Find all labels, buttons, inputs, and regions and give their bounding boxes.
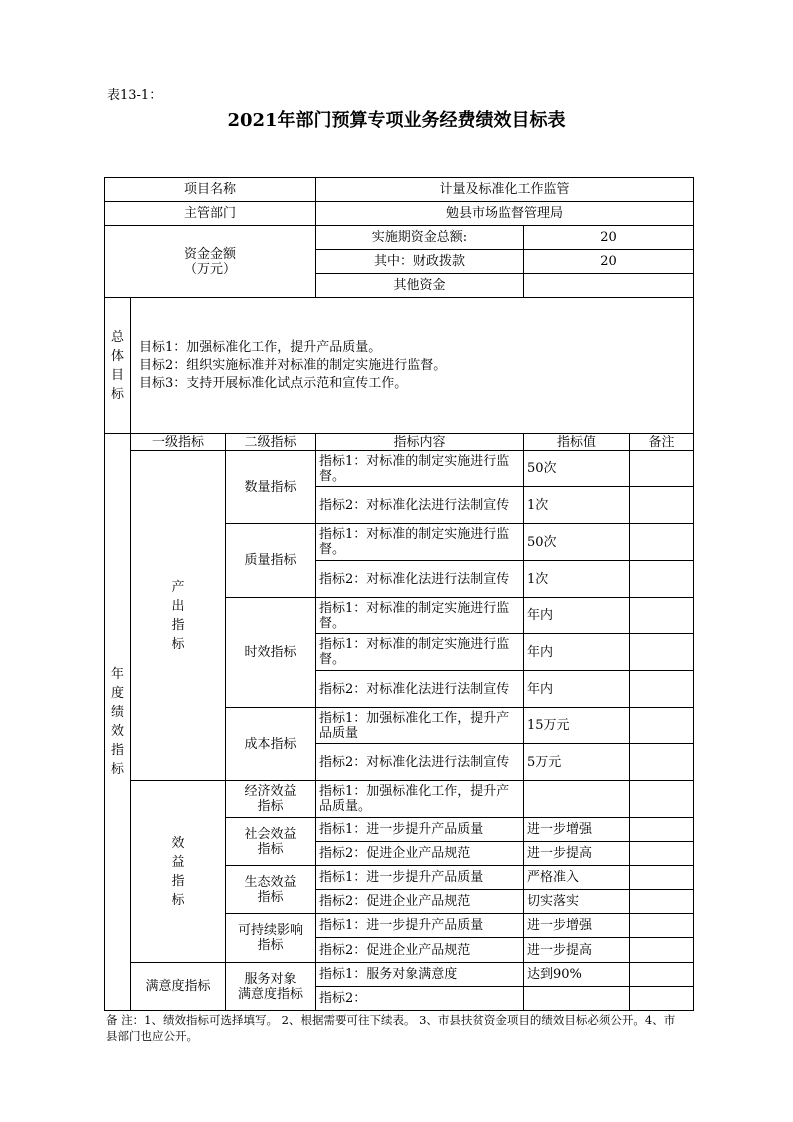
- row-remark: [630, 487, 694, 524]
- row-content: 指标2：: [316, 987, 524, 1011]
- row-content: 指标1：服务对象满意度: [316, 963, 524, 987]
- row-remark: [630, 842, 694, 866]
- funds-total-value: 20: [524, 226, 694, 250]
- annual-label: 年 度 绩 效 指 标: [105, 434, 131, 1011]
- row-value: 1次: [524, 561, 630, 598]
- row-value: 切实落实: [524, 890, 630, 914]
- table-row: [105, 963, 694, 987]
- dept-label: 主管部门: [105, 202, 316, 226]
- table-row: [105, 451, 694, 487]
- funds-other-value: [524, 274, 694, 298]
- row-remark: [630, 890, 694, 914]
- group-timeliness: 时效指标: [226, 598, 316, 708]
- row-value: 年内: [524, 598, 630, 634]
- row-value: 50次: [524, 451, 630, 487]
- row-content: 指标1：加强标准化工作，提升产品质量: [316, 708, 524, 744]
- row-content: 指标1：对标准的制定实施进行监督。: [316, 524, 524, 561]
- row-content: 指标1：对标准的制定实施进行监督。: [316, 634, 524, 671]
- row-value: 50次: [524, 524, 630, 561]
- row-remark: [630, 866, 694, 890]
- project-row: [105, 178, 694, 202]
- row-value: 年内: [524, 671, 630, 708]
- row-content: 指标2：对标准化法进行法制宣传: [316, 487, 524, 524]
- row-content: 指标2：对标准化法进行法制宣传: [316, 671, 524, 708]
- row-content: 指标2：促进企业产品规范: [316, 842, 524, 866]
- row-content: 指标1：进一步提升产品质量: [316, 914, 524, 938]
- footnote: 备 注：1、绩效指标可选择填写。 2、根据需要可往下续表。 3、市县扶贫资金项目的绩效目标必须公开。4、市县部门也应公开。: [106, 1013, 676, 1043]
- funds-unit: （万元）: [183, 261, 236, 277]
- row-remark: [630, 524, 694, 561]
- row-remark: [630, 708, 694, 744]
- funds-finance-value: 20: [524, 250, 694, 274]
- row-content: 指标1：加强标准化工作，提升产品质量。: [316, 781, 524, 818]
- row-remark: [630, 671, 694, 708]
- row-content: 指标1：进一步提升产品质量: [316, 866, 524, 890]
- row-value: 5万元: [524, 744, 630, 781]
- page-title: 2021年部门预算专项业务经费绩效目标表: [227, 110, 566, 131]
- goal-item: 目标3：支持开展标准化试点示范和宣传工作。: [139, 375, 408, 391]
- goals-content: [131, 298, 694, 434]
- row-value: 进一步增强: [524, 914, 630, 938]
- row-value: 15万元: [524, 708, 630, 744]
- header-l2: 二级指标: [226, 434, 316, 451]
- header-remark: 备注: [630, 434, 694, 451]
- row-content: 指标1：对标准的制定实施进行监督。: [316, 451, 524, 487]
- row-remark: [630, 598, 694, 634]
- header-content: 指标内容: [316, 434, 524, 451]
- row-content: 指标2：对标准化法进行法制宣传: [316, 561, 524, 598]
- row-remark: [630, 781, 694, 818]
- funds-label-cell: [105, 226, 316, 298]
- header-l1: 一级指标: [131, 434, 226, 451]
- row-remark: [630, 963, 694, 987]
- project-value: 计量及标准化工作监管: [316, 178, 694, 202]
- output-label: 产 出 指 标: [131, 451, 226, 781]
- row-content: 指标2：促进企业产品规范: [316, 890, 524, 914]
- goal-item: 目标2：组织实施标准并对标准的制定实施进行监督。: [139, 357, 447, 373]
- group-quantity: 数量指标: [226, 451, 316, 524]
- row-value: 年内: [524, 634, 630, 671]
- group-eco: 生态效益 指标: [226, 866, 316, 914]
- row-content: 指标2：对标准化法进行法制宣传: [316, 744, 524, 781]
- group-sustain: 可持续影响 指标: [226, 914, 316, 963]
- project-label: 项目名称: [105, 178, 316, 202]
- row-remark: [630, 451, 694, 487]
- satisfaction-label: 满意度指标: [131, 963, 226, 1011]
- row-content: 指标1：进一步提升产品质量: [316, 818, 524, 842]
- header-value: 指标值: [524, 434, 630, 451]
- group-quality: 质量指标: [226, 524, 316, 598]
- funds-total-row: [105, 226, 694, 250]
- group-economic: 经济效益 指标: [226, 781, 316, 818]
- row-remark: [630, 938, 694, 963]
- row-value: [524, 987, 630, 1011]
- group-service: 服务对象 满意度指标: [226, 963, 316, 1011]
- row-remark: [630, 818, 694, 842]
- row-remark: [630, 744, 694, 781]
- funds-finance-label: 其中：财政拨款: [316, 250, 524, 274]
- row-content: 指标1：对标准的制定实施进行监督。: [316, 598, 524, 634]
- row-remark: [630, 561, 694, 598]
- funds-total-label: 实施期资金总额:: [316, 226, 524, 250]
- header-row: [105, 434, 694, 451]
- row-value: 达到90%: [524, 963, 630, 987]
- goals-row: [105, 298, 694, 434]
- table-row: [105, 781, 694, 818]
- row-remark: [630, 987, 694, 1011]
- row-value: 严格准入: [524, 866, 630, 890]
- row-remark: [630, 914, 694, 938]
- dept-value: 勉县市场监督管理局: [316, 202, 694, 226]
- row-content: 指标2：促进企业产品规范: [316, 938, 524, 963]
- row-value: 进一步提高: [524, 842, 630, 866]
- group-cost: 成本指标: [226, 708, 316, 781]
- row-remark: [630, 634, 694, 671]
- row-value: 1次: [524, 487, 630, 524]
- row-value: 进一步增强: [524, 818, 630, 842]
- row-value: [524, 781, 630, 818]
- group-social: 社会效益 指标: [226, 818, 316, 866]
- table-number: 表13-1：: [107, 88, 163, 103]
- row-value: 进一步提高: [524, 938, 630, 963]
- goal-item: 目标1：加强标准化工作，提升产品质量。: [139, 339, 382, 355]
- funds-label: 资金金额: [183, 246, 236, 262]
- benefit-label: 效 益 指 标: [131, 781, 226, 963]
- goals-label: 总 体 目 标: [105, 298, 131, 434]
- performance-table: [104, 177, 694, 1011]
- funds-other-label: 其他资金: [316, 274, 524, 298]
- dept-row: [105, 202, 694, 226]
